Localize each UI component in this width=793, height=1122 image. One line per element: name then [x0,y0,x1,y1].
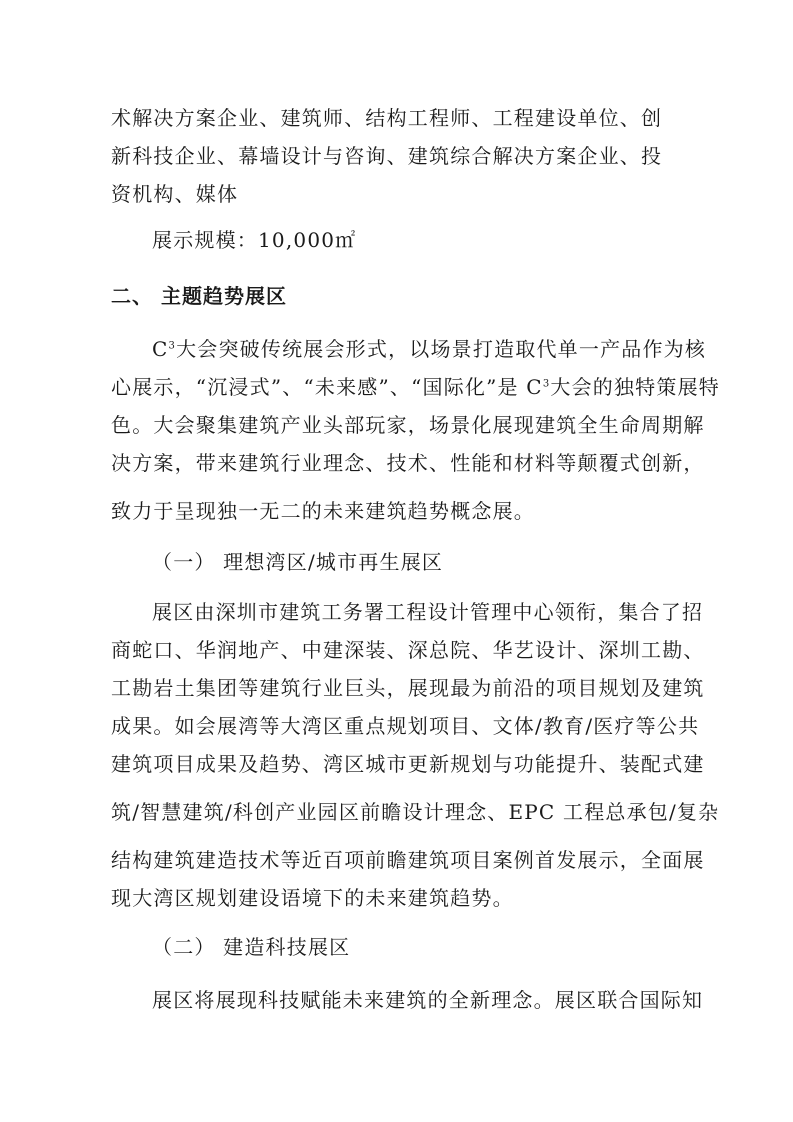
paragraph-line: 现大湾区规划建设语境下的未来建筑趋势。 [111,886,514,910]
paragraph-line: 资机构、媒体 [111,182,239,206]
paragraph-line: 决方案，带来建筑行业理念、技术、性能和材料等颠覆式创新， [111,451,705,475]
paragraph-line: 成果。如会展湾等大湾区重点规划项目、文体/教育/医疗等公共 [111,714,700,738]
paragraph-line: 商蛇口、华润地产、中建深装、深总院、华艺设计、深圳工勘、 [111,638,705,662]
exhibition-scale: 展示规模：10,000㎡ [152,228,357,252]
paragraph-line: 色。大会聚集建筑产业头部玩家，场景化展现建筑全生命周期解 [111,413,705,437]
text-fragment: C [152,337,169,361]
paragraph-line: 展区将展现科技赋能未来建筑的全新理念。展区联合国际知 [152,988,704,1012]
paragraph-line: 致力于呈现独一无二的未来建筑趋势概念展。 [111,499,535,523]
paragraph-line: 术解决方案企业、建筑师、结构工程师、工程建设单位、创 [111,106,663,130]
text-fragment: 大会突破传统展会形式，以场景打造取代单一产品作为核 [176,337,707,361]
text-fragment: 大会的独特策展特 [550,375,720,399]
superscript: 3 [168,340,177,352]
section-heading: 二、 主题趋势展区 [111,284,287,308]
paragraph-line [111,373,720,401]
superscript: 3 [542,378,551,390]
paragraph-line: 结构建筑建造技术等近百项前瞻建筑项目案例首发展示，全面展 [111,848,705,872]
sub-section-heading: （一） 理想湾区/城市再生展区 [152,550,444,574]
paragraph-line: 工勘岩土集团等建筑行业巨头，展现最为前沿的项目规划及建筑 [111,676,705,700]
paragraph-line: 筑/智慧建筑/科创产业园区前瞻设计理念、EPC 工程总承包/复杂 [111,800,720,824]
paragraph-line [152,335,752,363]
paragraph-line: 展区由深圳市建筑工务署工程设计管理中心领衔，集合了招 [152,600,704,624]
paragraph-line: 新科技企业、幕墙设计与咨询、建筑综合解决方案企业、投 [111,144,663,168]
text-fragment: 心展示，“沉浸式”、“未来感”、“国际化”是 C [111,375,543,399]
sub-section-heading: （二） 建造科技展区 [152,935,351,959]
paragraph-line: 建筑项目成果及趋势、湾区城市更新规划与功能提升、装配式建 [111,752,705,776]
